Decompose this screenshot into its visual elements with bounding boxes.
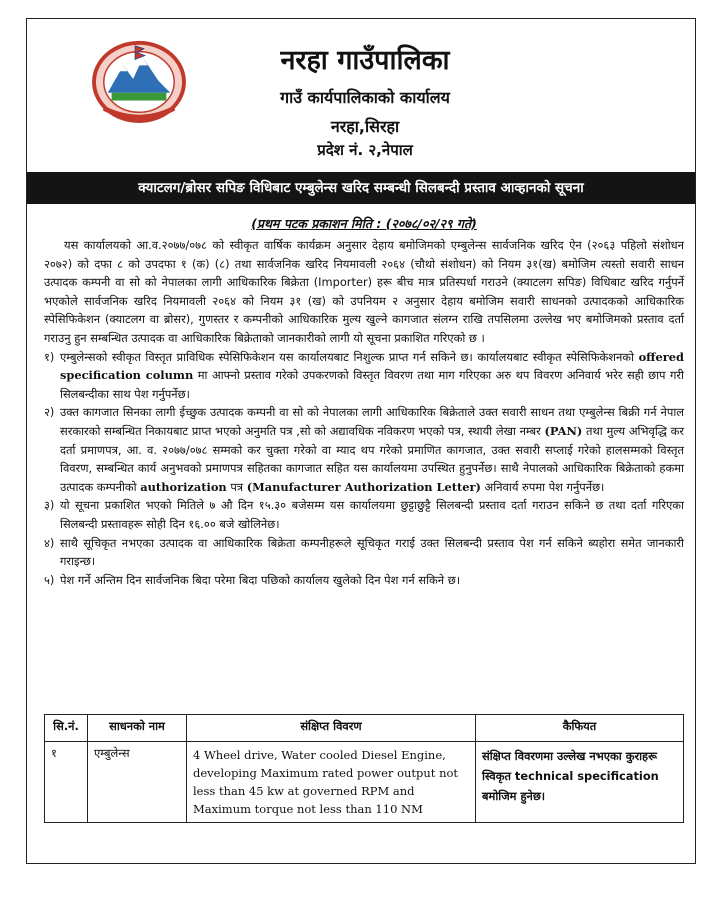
item-number: ४) xyxy=(44,535,55,550)
item-text: यो सूचना प्रकाशित भएको मितिले ७ औ दिन १५.३० बजेसम्म यस कार्यालयमा छुट्टाछुट्टै सिलबन्दी प्रस्ताव दर्ता गराउन सकिने छ तथा दर्ता गरिएका सिलबन्दी प्रस्तावहरू सोही दिन १६.०० बजे खोलिनेछ। xyxy=(60,498,684,531)
item-bold-term: (Manufacturer Authorization Letter) xyxy=(246,479,481,494)
nepal-emblem-icon xyxy=(90,36,188,124)
item-text-part: मा आफ्नो प्रस्ताव गरेको उपकरणको विस्तृत विवरण तथा माग गरिएका अरु थप विवरण अनिवार्य भरेर सही छाप गरी सिलबन्दीका साथ पेश गर्नुपर्नेछ। xyxy=(60,368,684,401)
item-bold-term: (PAN) xyxy=(544,423,583,438)
item-text xyxy=(60,403,684,496)
notice-heading-banner: क्याटलग/ब्रोसर सपिङ विधिबाट एम्बुलेन्स खरिद सम्बन्धी सिलबन्दी प्रस्ताव आव्हानको सूचना xyxy=(27,172,695,204)
item-text-part: तथा मुल्य अभिवृद्धि कर दर्ता प्रमाणपत्र, आ. व. २०७७/०७८ सम्मको कर चुक्ता गरेको वा म्याद थप गरेको प्रमाणित कागजात, उक्त सवारी सप्लाई गरेको हालसम्मको विस्तृत विवरण, सम्बन्धित कार्य अनुभवको प्रमाणपत्र सहितका कागजात सहित यस कार्यालयमा उपस्थित हुनुपर्नेछ। साथै नेपालको आधिकारिक बिक्रेताको हकमा उत्पादक कम्पनीको xyxy=(60,423,685,494)
item-number: १) xyxy=(44,349,55,364)
publication-date xyxy=(0,215,728,232)
item-text xyxy=(60,348,684,404)
list-item xyxy=(44,348,684,404)
list-item xyxy=(44,403,684,496)
office-subtitle: गाउँ कार्यपालिकाको कार्यालय xyxy=(280,88,450,107)
office-location: नरहा,सिरहा xyxy=(330,117,400,136)
table-header-row xyxy=(45,715,684,742)
cell-name: एम्बुलेन्स xyxy=(88,742,187,823)
item-text-part: पत्र xyxy=(226,479,247,494)
column-header-name: साधनको नाम xyxy=(88,715,187,742)
cell-remarks: संक्षिप्त विवरणमा उल्लेख नभएका कुराहरू स्विकृत technical specification बमोजिम हुनेछ। xyxy=(476,742,684,823)
item-bold-term: offered specification column xyxy=(60,349,684,383)
item-number: २) xyxy=(44,405,55,420)
notice-body xyxy=(44,236,684,589)
item-number: ५) xyxy=(44,572,55,587)
cell-description: 4 Wheel drive, Water cooled Diesel Engine, developing Maximum rated power output not less than 45 kw at governed RPM and Maximum torque not less than 110 NM xyxy=(187,742,476,823)
page-title: नरहा गाउँपालिका xyxy=(280,45,450,76)
item-text: पेश गर्ने अन्तिम दिन सार्वजनिक बिदा परेमा बिदा पछिको कार्यालय खुलेको दिन पेश गर्न सकिने छ। xyxy=(60,572,461,587)
item-text: साथै सूचिकृत नभएका उत्पादक वा आधिकारिक बिक्रेता कम्पनीहरूले सूचिकृत गराई उक्त सिलबन्दी प्रस्ताव पेश गर्न सकिने ब्यहोरा समेत जानकारी गराइन्छ। xyxy=(60,535,684,569)
list-item xyxy=(44,571,684,590)
items-table xyxy=(44,714,684,823)
item-text-part: अनिवार्य रुपमा पेश गर्नुपर्नेछ। xyxy=(480,479,605,494)
list-item xyxy=(44,496,684,533)
publication-date-text: (प्रथम पटक प्रकाशन मिति : (२०७८/०२/२९ गते) xyxy=(251,216,477,231)
cell-sn: १ xyxy=(45,742,88,823)
item-bold-term: authorization xyxy=(140,479,227,494)
column-header-description: संक्षिप्त विवरण xyxy=(187,715,476,742)
item-text-part: उक्त कागजात सिनका लागी ईच्छुक उत्पादक कम्पनी वा सो को नेपालका लागी आधिकारिक बिक्रेताले उक्त सवारी साधन तथा एम्बुलेन्स बिक्री गर्न नेपाल सरकारको सम्बन्धित निकायबाट प्राप्त भएको अनुमति पत्र ,सो को अद्यावधिक नविकरण भएको पत्र, स्थायी लेखा नम्बर xyxy=(60,405,684,438)
intro-paragraph: यस कार्यालयको आ.व.२०७७/०७८ को स्वीकृत वार्षिक कार्यक्रम अनुसार देहाय बमोजिमको एम्बुलेन्स सार्वजनिक खरिद ऐन (२०६३ पहिलो संशोधन २०७२) को दफा ८ को उपदफा १ (क) (८) तथा सार्वजनिक खरिद नियमावली २०६४ (चौथो संशोधन) को नियम ३१(ख) बमोजिम त्यस्तो सवारी साधन उत्पादक कम्पनी वा सो को नेपालका लागी आधिकारिक बिक्रेता (Importer) हरू बीच मात्र प्रतिस्पर्धा गराउने (क्याटलग सपिङ) विधिबाट खरिद गर्नुपर्ने भएकोले सार्वजनिक खरिद नियमावली २०६४ को नियम ३१ (ख) को उपनियम २ अनुसार देहाय बमोजिम सवारी साधनको उत्पादकको आधिकारिक स्पेसिफिकेशन (क्याटलग वा ब्रोसर), गुणस्तर र कम्पनीको आधिकारिक मुल्य खुल्ने कागजात संलग्न राखि तपसिलमा उल्लेख भए बमोजिमको प्रस्ताव दर्ता गराउनु हुन सम्बन्धित उत्पादक वा आधिकारिक बिक्रेताको जानकारीको लागी यो सूचना प्रकाशित गरिएको छ । xyxy=(44,238,684,345)
item-text-part: एम्बुलेन्सको स्वीकृत विस्तृत प्राविधिक स्पेसिफिकेशन यस कार्यालयबाट निशुल्क प्राप्त गर्न सकिने छ। कार्यालयबाट स्वीकृत स्पेसिफिकेशनको xyxy=(60,349,639,364)
item-number: ३) xyxy=(44,498,55,513)
table-row xyxy=(45,742,684,823)
province-line: प्रदेश नं. २,नेपाल xyxy=(317,141,413,159)
column-header-sn: सि.नं. xyxy=(45,715,88,742)
list-item xyxy=(44,534,684,571)
column-header-remarks: कैफियत xyxy=(476,715,684,742)
